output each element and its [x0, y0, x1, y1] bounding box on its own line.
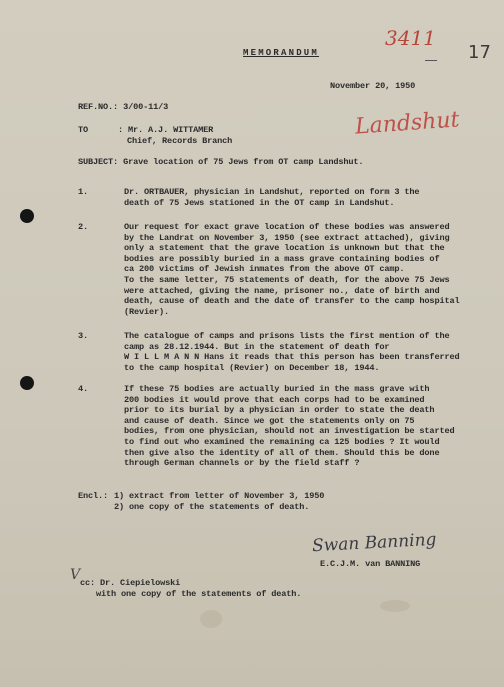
- handwritten-place: Landshut: [354, 107, 461, 140]
- paragraph-line: W I L L M A N N Hans it reads that this person has been transferred: [124, 352, 460, 363]
- cc-check-mark: V: [70, 567, 81, 583]
- paragraph-number: 1.: [78, 187, 89, 197]
- enclosures-list: [114, 491, 324, 512]
- paragraph-line: If these 75 bodies are actually buried in the mass grave with: [124, 384, 430, 394]
- enclosure-item: 1) extract from letter of November 3, 1950: [114, 491, 325, 501]
- paragraph-line: 200 bodies it would prove that each corps had to be examined: [124, 394, 425, 405]
- paragraph-line: Dr. ORTBAUER, physician in Landshut, reported on form 3 the: [124, 187, 420, 197]
- paragraph-line: camp as 28.12.1944. But in the statement of death for: [124, 341, 390, 352]
- paragraph-number: 3.: [78, 331, 89, 341]
- to-name: : Mr. A.J. WITTAMER: [118, 125, 214, 135]
- reference-number: REF.NO.: 3/00-11/3: [78, 102, 169, 112]
- paragraph-3: [124, 331, 494, 373]
- dash-mark: [425, 60, 437, 61]
- enclosure-item: 2) one copy of the statements of death.: [114, 501, 310, 512]
- paragraph-number: 2.: [78, 222, 89, 232]
- paragraph-line: Our request for exact grave location of these bodies was answered: [124, 222, 450, 232]
- paragraph-1: [124, 187, 494, 208]
- cc-recipient: cc: Dr. Ciepielowski: [80, 578, 181, 588]
- memo-title: MEMORANDUM: [243, 48, 320, 58]
- paragraph-line: ca 200 victims of Jewish inmates from the above OT camp.: [124, 264, 405, 275]
- punch-hole-bottom: [20, 376, 34, 390]
- enclosures-label: Encl.:: [78, 491, 109, 501]
- paragraph-line: by the Landrat on November 3, 1950 (see extract attached), giving: [124, 232, 450, 243]
- paragraph-line: (Revier).: [124, 306, 170, 317]
- paragraph-line: bodies are possibly buried in a mass grave containing bodies of: [124, 253, 440, 264]
- paper-stain: [380, 600, 410, 612]
- paragraph-line: death of 75 Jews stationed in the OT camp in Landshut.: [124, 197, 395, 208]
- paragraph-line: To the same letter, 75 statements of death, for the above 75 Jews: [124, 274, 450, 285]
- to-label: TO: [78, 125, 89, 135]
- signatory-name: E.C.J.M. van BANNING: [320, 559, 421, 569]
- paragraph-line: The catalogue of camps and prisons lists the first mention of the: [124, 331, 450, 341]
- paragraph-line: then give also the identity of all of them. Should this be done: [124, 447, 440, 458]
- paragraph-4: [124, 384, 494, 469]
- paragraph-line: through German channels or by the field staff ?: [124, 458, 360, 469]
- punch-hole-top: [20, 209, 34, 223]
- paragraph-line: and cause of death. Since we got the statements only on 75: [124, 415, 415, 426]
- paragraph-line: death, cause of death and the date of transfer to the camp hospital: [124, 296, 460, 307]
- paragraph-2: [124, 222, 494, 317]
- handwritten-signature: Swan Banning: [311, 529, 437, 557]
- paragraph-line: were attached, giving the name, prisoner no., date of birth and: [124, 285, 440, 296]
- paragraph-line: prior to its burial by a physician in order to state the death: [124, 405, 435, 416]
- memo-date: November 20, 1950: [330, 81, 416, 91]
- paper-stain: [200, 610, 222, 628]
- page-number: 17: [468, 42, 491, 63]
- paragraph-line: only a statement that the grave location is unknown but that the: [124, 243, 445, 254]
- to-title: Chief, Records Branch: [127, 136, 233, 146]
- handwritten-reference: 3411: [385, 26, 436, 50]
- paragraph-line: bodies, from one physician, should not an investigation be started: [124, 426, 455, 437]
- cc-note: with one copy of the statements of death.: [96, 589, 302, 599]
- paragraph-line: to find out who examined the remaining ca 125 bodies ? It would: [124, 436, 440, 447]
- paragraph-line: to the camp hospital (Revier) on December 18, 1944.: [124, 362, 380, 373]
- paragraph-number: 4.: [78, 384, 89, 394]
- subject-line: SUBJECT: Grave location of 75 Jews from OT camp Landshut.: [78, 157, 364, 167]
